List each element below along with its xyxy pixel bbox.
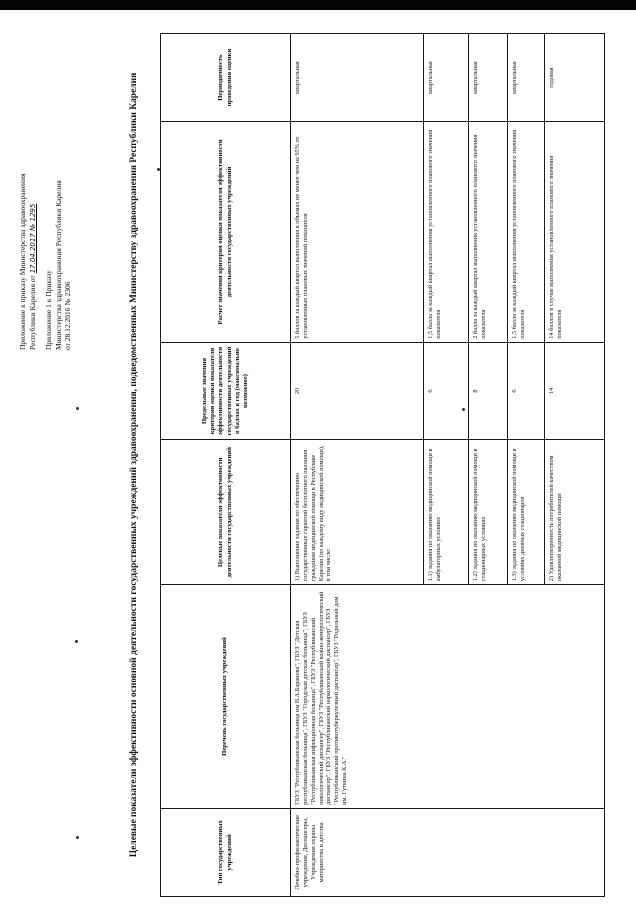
periodicity-cell: квартальная <box>508 34 545 122</box>
indicator-cell: 1.2) задания по оказанию медицинской помощи в стационарных условиях <box>469 440 508 585</box>
institution-type-cell: Лечебно-профилактические учреждения, Диспансеры, Учреждения охраны материнства и детства <box>291 808 605 896</box>
appendix-line-1: Приложение 1 к Приказу <box>43 270 53 350</box>
approval-line-1: Приложение к приказу Министерства здравоохранения <box>18 173 27 350</box>
approval-stamp-block <box>18 50 79 350</box>
table-row <box>291 34 424 897</box>
approval-line-2-prefix: Республики Карелия от <box>27 275 37 350</box>
max-score-cell: 20 <box>291 342 424 440</box>
calculation-cell: 14 баллов в случае выполнения установленного планового значения показателя <box>545 122 605 342</box>
table-header-row <box>161 34 291 897</box>
max-score-cell: 6 <box>508 342 545 440</box>
indicators-table <box>160 33 605 897</box>
institution-list-cell: ГБУЗ "Республиканская больница им В.А.Баранова", ГБУЗ "Детская республиканская больница", ГБУЗ "Городская детская больница", ГБУЗ "Республиканская инфекционная больница", ГБУЗ "Республиканский онкологический диспансер", ГБУЗ "Республиканский кожно-венерологический диспансер", ГБУЗ "Республиканский наркологический диспансер", ГБУЗ "Республиканский противотуберкулезный диспансер", ГБУЗ "Родильный дом им. Гуткина К.А." <box>291 585 605 809</box>
approval-line-2 <box>28 50 38 350</box>
header-institution-list: Перечень государственных учреждений <box>161 585 291 809</box>
max-score-cell: 14 <box>545 342 605 440</box>
periodicity-cell: квартальная <box>424 34 469 122</box>
indicator-cell: 1.1) задания по оказанию медицинской помощи в амбулаторных условиях <box>424 440 469 585</box>
appendix-line-2: Министерства здравоохранения Республики Карелия <box>53 180 63 350</box>
header-calculation: Расчет значения критерия оценки показателя эффективности деятельности государственных учреждений <box>161 122 291 342</box>
periodicity-cell: квартальная <box>469 34 508 122</box>
calculation-cell: 5 баллов за каждый квартал выполнения в объемах не менее чем на 95% от установленных плановых значений показателя <box>291 122 424 342</box>
periodicity-cell: квартальная <box>291 34 424 122</box>
header-institution-type: Тип государственных учреждений <box>161 808 291 896</box>
appendix-line-3: от 28.12.2016 № 2306 <box>63 281 73 350</box>
indicator-cell: 2) Удовлетворенность потребителей качеством оказанной медицинской помощи <box>545 440 605 585</box>
max-score-cell: 8 <box>469 342 508 440</box>
document-title: Целевые показатели эффективности основной деятельности государственных учреждений здравоохранения, подведомственных Министерству здравоохранения Республики Карелия <box>129 72 139 858</box>
scan-top-border <box>0 0 636 10</box>
approval-order-reference <box>18 50 38 350</box>
indicator-cell: 1.3) задания по оказанию медицинской помощи в условиях дневных стационаров <box>508 440 545 585</box>
calculation-cell: 1,5 балла за каждый квартал выполнения установленного планового значения показателя <box>424 122 469 342</box>
header-max-score: Предельные значения критерия оценки показателя эффективности деятельности государственных учреждений в баллах в год (максимально возможное) <box>161 342 291 440</box>
indicator-cell: 1) Выполнение задания по обеспечению государственных гарантий бесплатного оказания гражданам медицинской помощи в Республике Карелия (по каждому виду медицинской помощи), в том числе: <box>291 440 424 585</box>
header-periodicity: Периодичность проведения оценки <box>161 34 291 122</box>
header-indicators: Целевые показатели эффективности деятельности государственных учреждений <box>161 440 291 585</box>
max-score-cell: 6 <box>424 342 469 440</box>
handwritten-order-date-number: 17.04.2017 № 1295 <box>28 203 37 274</box>
rotated-document-sheet <box>0 25 636 905</box>
periodicity-cell: годовая <box>545 34 605 122</box>
appendix-reference <box>44 50 73 350</box>
calculation-cell: 2 балла за каждый квартал выполнения установленного планового значения показателя <box>469 122 508 342</box>
calculation-cell: 1,5 балла за каждый квартал выполнения установленного планового значения показателя <box>508 122 545 342</box>
